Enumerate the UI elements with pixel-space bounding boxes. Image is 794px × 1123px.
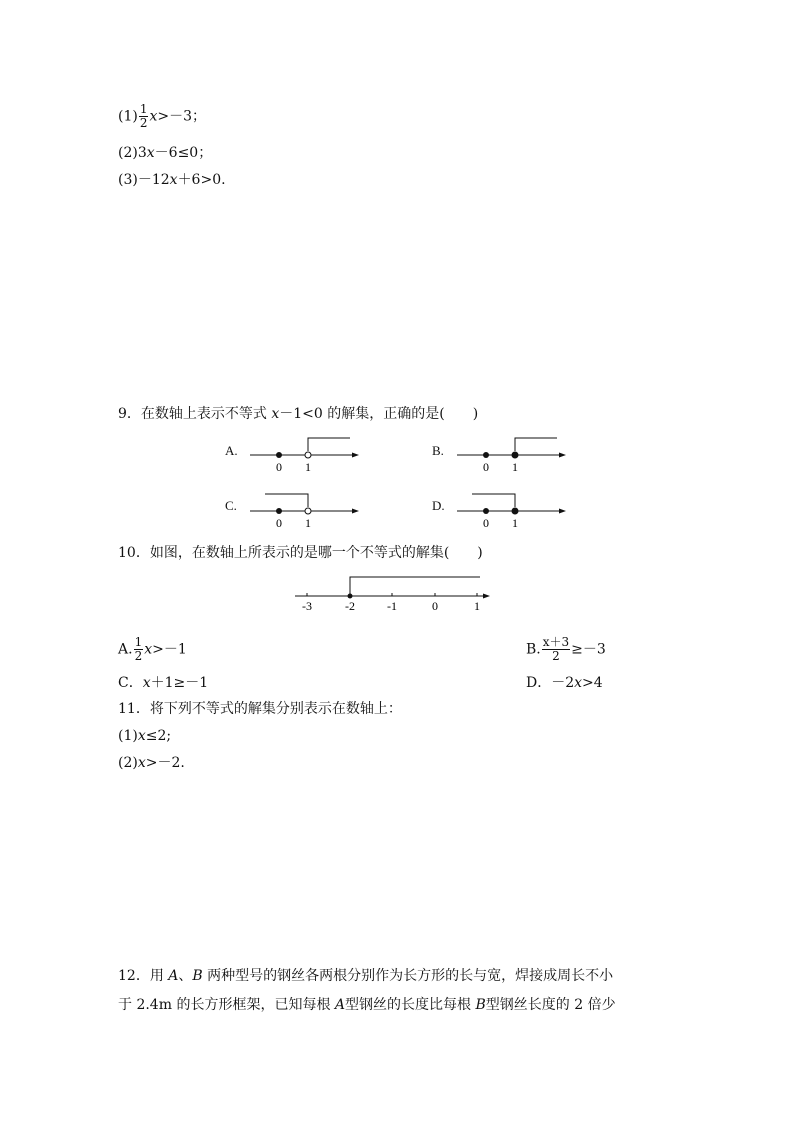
tick-label: 0 <box>483 460 489 474</box>
inequality-text: －6≤0； <box>154 145 213 161</box>
item-number: (2) <box>118 755 138 771</box>
q11-item-1 <box>118 727 171 745</box>
variable: x <box>271 406 280 422</box>
inequality-text: (2)3 <box>118 145 147 161</box>
question-text: －1<0 的解集，正确的是( ) <box>279 406 479 422</box>
variable: x <box>146 145 155 161</box>
option-label: D．－2 <box>526 675 575 691</box>
q8-item-2 <box>118 144 212 162</box>
fraction-numerator: 1 <box>134 635 143 649</box>
variable: x <box>149 108 158 125</box>
variable: x <box>137 755 146 771</box>
inequality-text: >－1 <box>152 641 187 658</box>
question-text: 、 <box>178 968 193 984</box>
question-text: 9．在数轴上表示不等式 <box>118 406 272 422</box>
question-text: 10．如图，在数轴上所表示的是哪一个不等式的解集( ) <box>118 545 483 561</box>
q10-option-b[interactable] <box>526 636 606 663</box>
q9-option-a-number-line <box>245 432 365 474</box>
tick-label: 1 <box>305 516 311 530</box>
fraction-denominator: 2 <box>134 649 143 663</box>
variable: B <box>192 968 203 984</box>
q12-line-2 <box>118 996 616 1014</box>
question-text: 12．用 <box>118 968 169 984</box>
variable: x <box>137 728 146 744</box>
item-number: (1) <box>118 108 138 125</box>
q10-stem <box>118 544 483 562</box>
q9-stem <box>118 405 478 423</box>
inequality-text: >－3； <box>157 108 207 125</box>
q11-item-2 <box>118 754 185 772</box>
q10-option-d[interactable] <box>526 674 603 692</box>
q8-item-1 <box>118 103 206 130</box>
q10-option-a[interactable] <box>118 636 187 663</box>
q11-stem <box>118 700 402 718</box>
fraction-denominator: 2 <box>139 116 148 130</box>
inequality-text: >4 <box>582 675 603 691</box>
inequality-text: ≥－3 <box>571 641 606 658</box>
item-number: (1) <box>118 728 138 744</box>
fraction-numerator: 1 <box>139 102 148 116</box>
option-label: B. <box>526 641 541 658</box>
tick-label: -1 <box>387 599 397 613</box>
question-text: 型钢丝的长度比每根 <box>345 997 476 1013</box>
q10-option-c[interactable] <box>118 674 208 692</box>
variable: x <box>144 641 153 658</box>
tick-label: -2 <box>345 599 355 613</box>
inequality-text: ＋6>0. <box>177 172 226 188</box>
fraction <box>139 103 149 130</box>
option-label: C． <box>118 675 143 691</box>
variable: A <box>168 968 179 984</box>
variable: x <box>142 675 151 691</box>
fraction-numerator: x＋3 <box>542 635 570 649</box>
tick-label: 0 <box>276 516 282 530</box>
tick-label: 1 <box>474 599 480 613</box>
question-text: 11．将下列不等式的解集分别表示在数轴上： <box>118 701 402 717</box>
option-label: A. <box>118 641 133 658</box>
variable: B <box>475 997 486 1013</box>
q9-option-a-label[interactable]: A. <box>225 443 238 458</box>
inequality-text: >－2. <box>145 755 185 771</box>
question-text: 两种型号的钢丝各两根分别作为长方形的长与宽，焊接成周长不小 <box>202 968 614 984</box>
question-text: 于 2.4m 的长方形框架，已知每根 <box>118 997 335 1013</box>
tick-label: 0 <box>432 599 438 613</box>
fraction <box>134 636 144 663</box>
q9-option-c-number-line <box>245 488 365 530</box>
tick-label: 1 <box>305 460 311 474</box>
variable: A <box>334 997 346 1013</box>
fraction <box>542 636 570 663</box>
q9-option-d-number-line <box>452 488 572 530</box>
question-text: 型钢丝长度的 2 倍少 <box>485 997 616 1013</box>
inequality-text: ＋1≥－1 <box>150 675 209 691</box>
q8-item-3 <box>118 171 226 189</box>
tick-label: 0 <box>483 516 489 530</box>
q9-option-b-number-line <box>452 432 572 474</box>
tick-label: 1 <box>512 516 518 530</box>
variable: x <box>169 172 178 188</box>
tick-label: 0 <box>276 460 282 474</box>
tick-label: 1 <box>512 460 518 474</box>
q10-number-line <box>290 568 500 614</box>
inequality-text: (3)－12 <box>118 172 170 188</box>
variable: x <box>574 675 583 691</box>
tick-label: -3 <box>302 599 312 613</box>
q9-option-c-label[interactable]: C. <box>225 498 237 513</box>
q9-option-d-label[interactable]: D. <box>432 498 445 513</box>
fraction-denominator: 2 <box>552 649 560 663</box>
inequality-text: ≤2; <box>145 728 172 744</box>
q9-option-b-label[interactable]: B. <box>432 443 444 458</box>
q12-line-1 <box>118 967 613 985</box>
